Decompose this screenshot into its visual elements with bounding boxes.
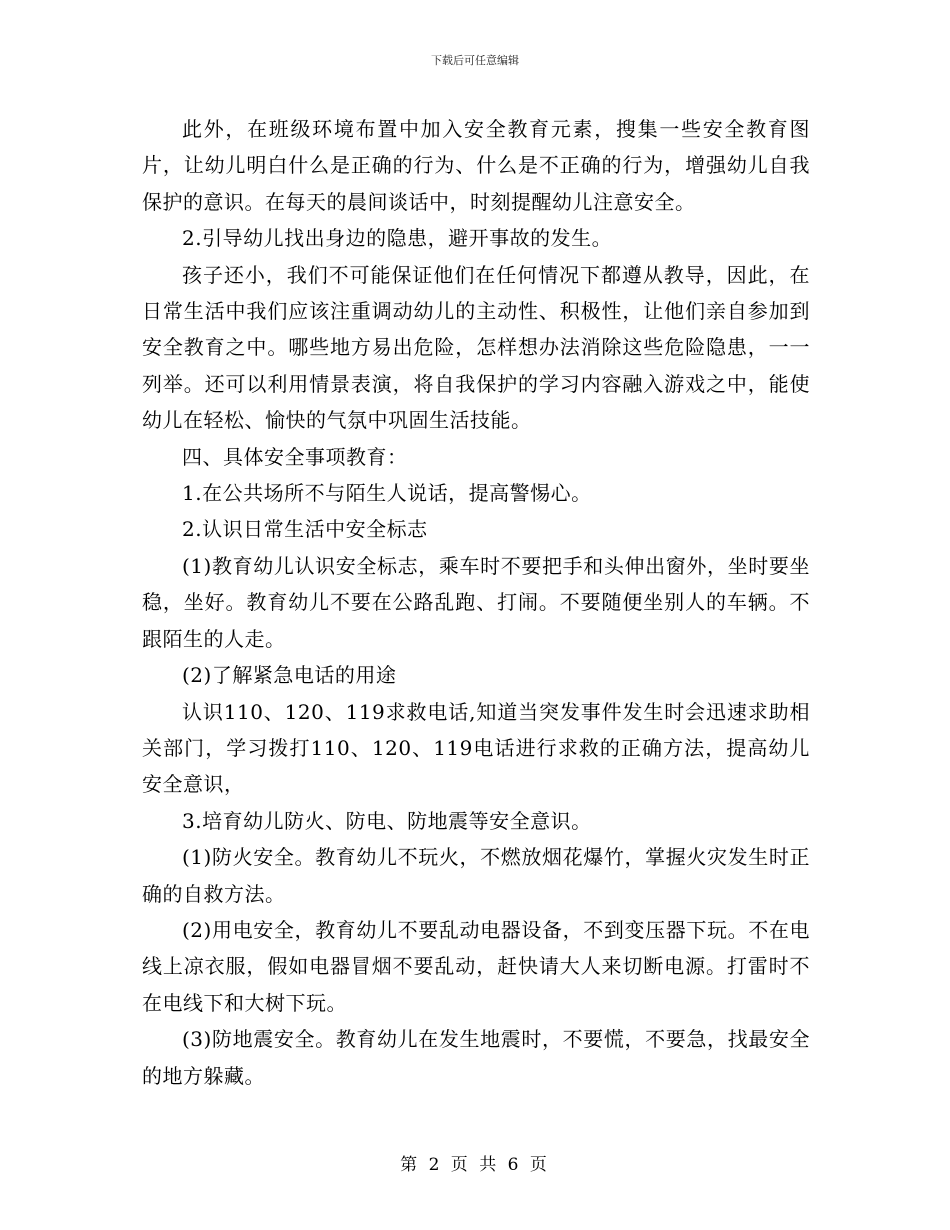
paragraph: (3)防地震安全。教育幼儿在发生地震时，不要慌，不要急，找最安全的地方躲藏。 <box>142 1027 810 1088</box>
paragraph: (2)用电安全，教育幼儿不要乱动电器设备，不到变压器下玩。不在电线上凉衣服，假如电器冒烟不要乱动，赶快请大人来切断电源。打雷时不在电线下和大树下玩。 <box>142 917 810 1015</box>
section-heading: 四、具体安全事项教育： <box>182 444 408 469</box>
section-heading: 2.引导幼儿找出身边的隐患，避开事故的发生。 <box>182 226 613 251</box>
list-item: 1.在公共场所不与陌生人说话，提高警惕心。 <box>182 481 592 506</box>
page-number: 第 2 页 共 6 页 <box>400 1155 550 1175</box>
paragraph: (1)防火安全。教育幼儿不玩火，不燃放烟花爆竹，掌握火灾发生时正确的自救方法。 <box>142 845 810 906</box>
paragraph: 此外，在班级环境布置中加入安全教育元素，搜集一些安全教育图片，让幼儿明白什么是正确的行为、什么是不正确的行为，增强幼儿自我保护的意识。在每天的晨间谈话中，时刻提醒幼儿注意安全。 <box>142 117 810 214</box>
paragraph: 认识110、120、119求救电话,知道当突发事件发生时会迅速求助相关部门，学习拨打110、120、119电话进行求救的正确方法，提高幼儿安全意识， <box>142 699 810 797</box>
paragraph: 孩子还小，我们不可能保证他们在任何情况下都遵从教导，因此，在日常生活中我们应该注重调动幼儿的主动性、积极性，让他们亲自参加到安全教育之中。哪些地方易出危险，怎样想办法消除这些危险隐患，一一列举。还可以利用情景表演，将自我保护的学习内容融入游戏之中，能使幼儿在轻松、愉快的气氛中巩固生活技能。 <box>142 262 810 433</box>
paragraph: (1)教育幼儿认识安全标志，乘车时不要把手和头伸出窗外，坐时要坐稳，坐好。教育幼儿不要在公路乱跑、打闹。不要随便坐别人的车辆。不跟陌生的人走。 <box>142 553 810 651</box>
list-item: 2.认识日常生活中安全标志 <box>182 517 428 542</box>
sub-heading: (2)了解紧急电话的用途 <box>182 663 397 688</box>
list-item: 3.培育幼儿防火、防电、防地震等安全意识。 <box>182 808 592 833</box>
document-body <box>142 111 810 1094</box>
page-header: 下载后可任意编辑 <box>431 54 519 67</box>
